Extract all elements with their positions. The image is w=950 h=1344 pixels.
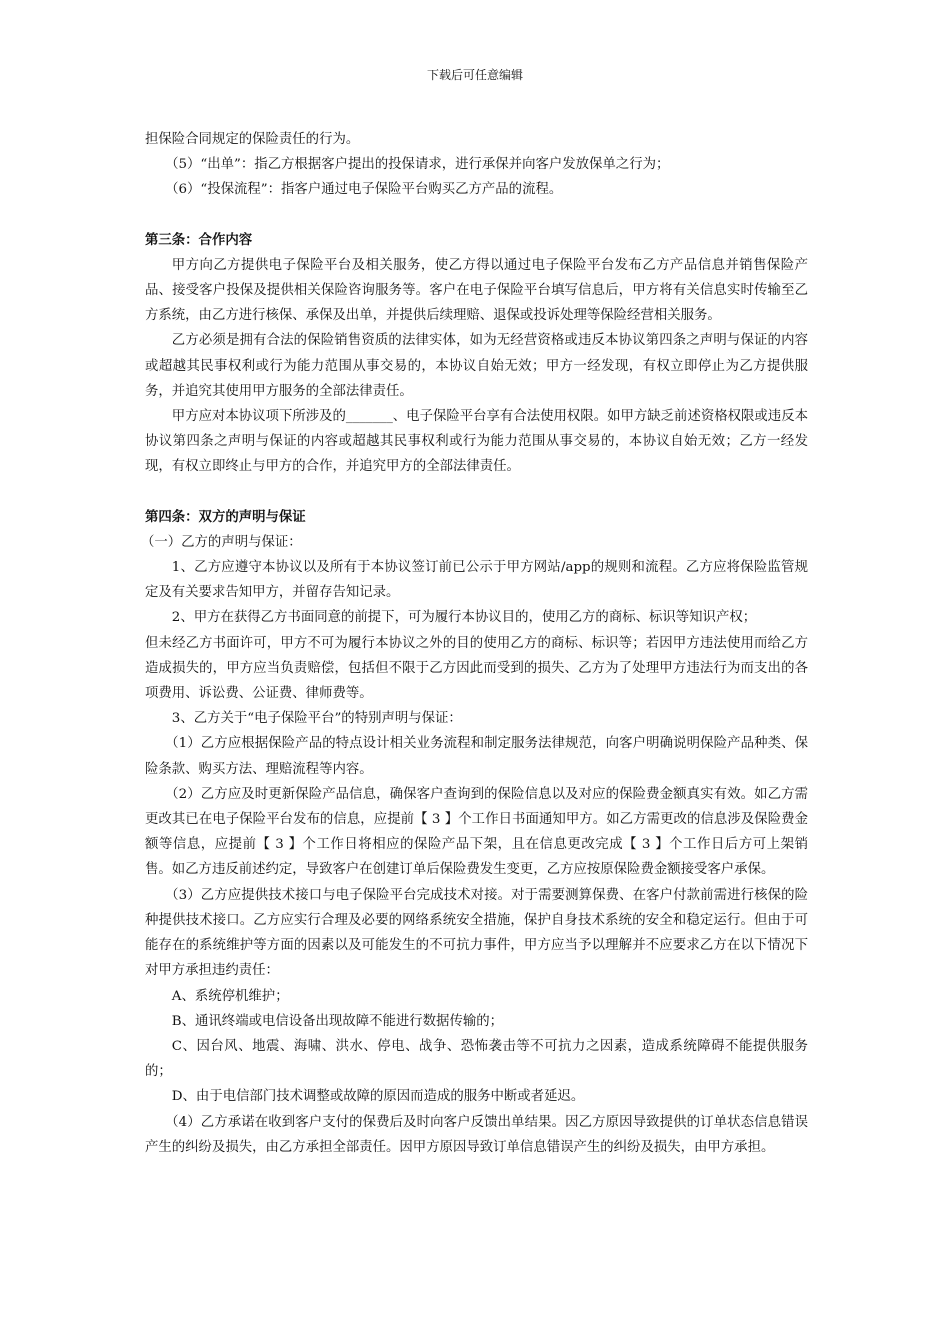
paragraph: 甲方应对本协议项下所涉及的_______、电子保险平台享有合法使用权限。如甲方缺乏前述资格权限或违反本协议第四条之声明与保证的内容或超越其民事权利或行为能力范围从事交易的，本协议自始无效；乙方一经发现，有权立即终止与甲方的合作，并追究甲方的全部法律责任。 [145,409,808,475]
clause-item: 1、乙方应遵守本协议以及所有于本协议签订前已公示于甲方网站/app的规则和流程。乙方应将保险监管规定及有关要求告知甲方，并留存告知记录。 [145,560,808,601]
list-item: D、由于电信部门技术调整或故障的原因而造成的服务中断或者延迟。 [171,1089,585,1105]
sub-heading: （一）乙方的声明与保证： [140,534,302,550]
clause-subitem: （1）乙方应根据保险产品的特点设计相关业务流程和制定服务法律规范，向客户明确说明保险产品种类、保险条款、购买方法、理赔流程等内容。 [145,736,808,777]
definition-item: （5）“出单”：指乙方根据客户提出的投保请求，进行承保并向客户发放保单之行为； [165,157,670,173]
page-header [0,67,950,83]
section-heading: 第四条：双方的声明与保证 [145,508,306,525]
section-heading: 第三条：合作内容 [145,231,253,248]
paragraph: 担保险合同规定的保险责任的行为。 [145,132,360,147]
clause-item: 2、甲方在获得乙方书面同意的前提下，可为履行本协议目的，使用乙方的商标、标识等知识产权； [171,610,757,626]
definition-item: （6）“投保流程”：指客户通过电子保险平台购买乙方产品的流程。 [165,182,563,198]
paragraph: 甲方向乙方提供电子保险平台及相关服务，使乙方得以通过电子保险平台发布乙方产品信息并销售保险产品、接受客户投保及提供相关保险咨询服务等。客户在电子保险平台填写信息后，甲方将有关信息实时传输至乙方系统，由乙方进行核保、承保及出单，并提供后续理赔、退保或投诉处理等保险经营相关服务。 [145,257,808,324]
list-item: A、系统停机维护； [171,988,289,1004]
clause-subitem: （2）乙方应及时更新保险产品信息，确保客户查询到的保险信息以及对应的保险费金额真实有效。如乙方需更改其已在电子保险平台发布的信息，应提前【 3 】个工作日书面通知甲方。如乙方需更改的信息涉及保险费金额等信息，应提前【 3 】个工作日将相应的保险产品下架，且在信息更改完成【 3 】个工作日后方可上架销售。如乙方违反前述约定，导致客户在创建订单后保险费发生变更，乙方应按原保险费金额接受客户承保。 [145,786,808,878]
clause-subitem: （3）乙方应提供技术接口与电子保险平台完成技术对接。对于需要测算保费、在客户付款前需进行核保的险种提供技术接口。乙方应实行合理及必要的网络系统安全措施，保护自身技术系统的安全和稳定运行。但由于可能存在的系统维护等方面的因素以及可能发生的不可抗力事件，甲方应当予以理解并不应要求乙方在以下情况下对甲方承担违约责任： [145,887,808,979]
document-body [140,127,808,1160]
paragraph: 乙方必须是拥有合法的保险销售资质的法律实体，如为无经营资格或违反本协议第四条之声明与保证的内容或超越其民事权利或行为能力范围从事交易的，本协议自始无效；甲方一经发现，有权立即停止为乙方提供服务，并追究其使用甲方服务的全部法律责任。 [145,333,808,399]
list-item: B、通讯终端或电信设备出现故障不能进行数据传输的； [171,1013,504,1029]
list-item: C、因台风、地震、海啸、洪水、停电、战争、恐怖袭击等不可抗力之因素，造成系统障碍不能提供服务的； [145,1038,808,1080]
paragraph: 但未经乙方书面许可，甲方不可为履行本协议之外的目的使用乙方的商标、标识等；若因甲方违法使用而给乙方造成损失的，甲方应当负责赔偿，包括但不限于乙方因此而受到的损失、乙方为了处理甲方违法行为而支出的各项费用、诉讼费、公证费、律师费等。 [145,635,808,702]
clause-subitem: （4）乙方承诺在收到客户支付的保费后及时向客户反馈出单结果。因乙方原因导致提供的订单状态信息错误产生的纠纷及损失，由乙方承担全部责任。因甲方原因导致订单信息错误产生的纠纷及损失，由甲方承担。 [145,1114,808,1155]
header-text: 下载后可任意编辑 [426,68,523,82]
clause-item: 3、乙方关于“电子保险平台”的特别声明与保证： [171,711,462,727]
